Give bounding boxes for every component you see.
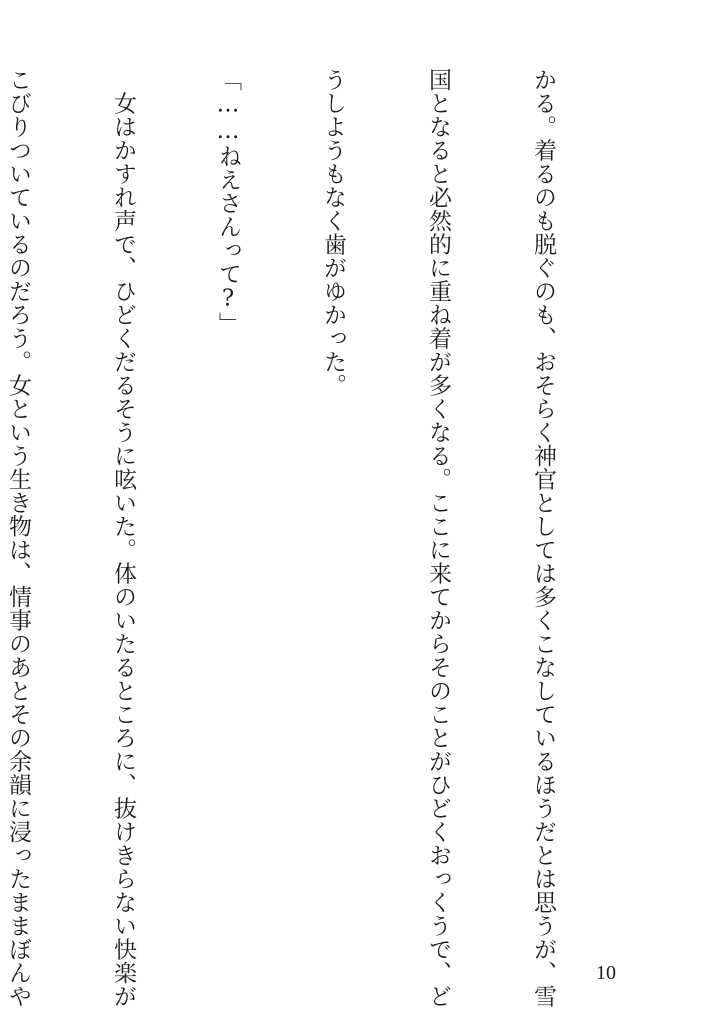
text-line-3: うしようもなく歯がゆかった。 <box>320 68 346 397</box>
text-line-1: かる。着るのも脱ぐのも、おそらく神官としては多くこなしているほうだとは思うが、雪 <box>530 68 556 1008</box>
page-number: 10 <box>596 962 616 984</box>
text-line-6: こびりついているのだろう。女という生き物は、情事のあとその余韻に浸ったままぼんや <box>5 68 31 1008</box>
text-line-5: 女はかすれ声で、ひどくだるそうに呟いた。体のいたるところに、抜けきらない快楽が <box>110 68 136 1008</box>
text-line-4: 「……ねえさんって?」 <box>215 68 241 336</box>
text-line-2: 国となると必然的に重ね着が多くなる。ここに来てからそのことがひどくおっくうで、ど <box>425 68 451 1008</box>
